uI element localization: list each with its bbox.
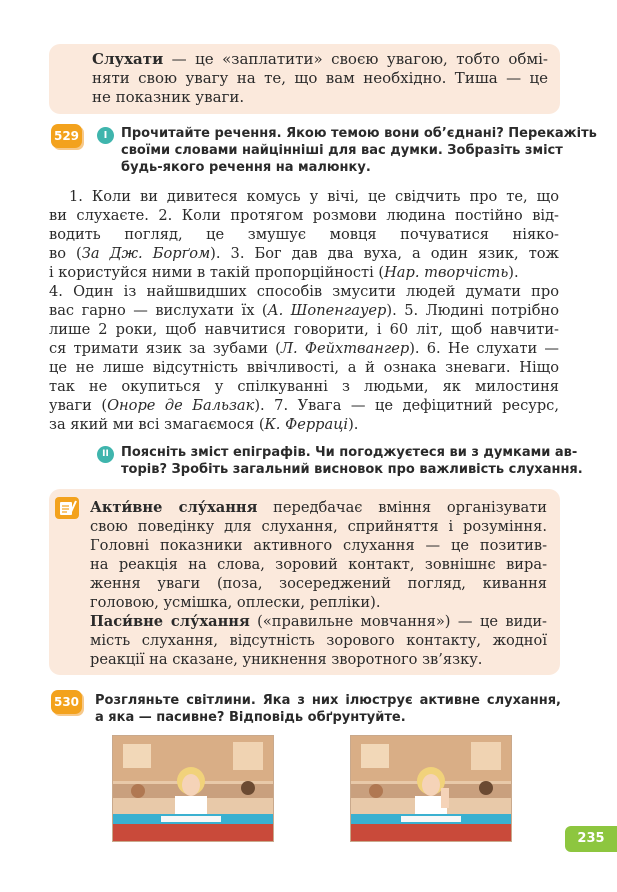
- task-529-badge: 529: [51, 124, 82, 148]
- passive-listening-term: Паси́вне слу́хання: [90, 613, 250, 630]
- intro-text: Слухати — це «заплатити» своєю увагою, тобто обмі- няти свою увагу на те, що вам необхідно. Тиша — це не показник уваги.: [92, 50, 548, 106]
- task-530-instruction: Розгляньте світлини. Яка з них ілюструє активне слухання, а яка — пасивне? Відповідь обґрунтуйте.: [95, 693, 561, 725]
- active-listening-term: Акти́вне слу́хання: [90, 499, 258, 516]
- task-529-part2: Поясніть зміст епіграфів. Чи погоджуєтеся ви з думками ав- торів? Зробіть загальний висновок про важливість слухання.: [121, 445, 583, 477]
- author-schopenhauer: А. Шопенгауер: [267, 302, 387, 319]
- author-borg: За Дж. Борґом: [81, 245, 211, 262]
- task-529-sentences: 1. Коли ви дивитеся комусь у вічі, це свідчить про те, що ви слухаєте. 2. Коли протягом розмови людина постійно від- водить погляд, це змушує мовця почуватися ніяко- во (За Дж. Борґом). 3. Бог дав два вуха, а один язик, тож і користуйся ними в такій пропорційності (Нар. творчість). 4. Один із найшвидших способів змусити людей думати про вас гарно — вислухати їх (А. Шопенгауер). 5. Людині потрібно лише 2 роки, щоб навчитися говорити, і 60 літ, щоб навчити- ся тримати язик за зубами (Л. Фейхтвангер). 6. Не слухати — це не лише відсутність ввічливості, а й ознака зневаги. Ніщо так не окупиться у спілкуванні з людьми, як милостиня уваги (Оноре де Бальзак). 7. Увага — це дефіцитний ресурс, за який ми всі змагаємося (К. Ферраці).: [49, 188, 559, 433]
- part-1-marker: I: [97, 127, 114, 144]
- author-ferrazzi: К. Ферраці: [264, 416, 349, 433]
- intro-term: Слухати: [92, 50, 164, 68]
- author-folk: Нар. творчість: [384, 264, 509, 281]
- author-feuchtwanger: Л. Фейхтвангер: [280, 340, 410, 357]
- classroom-photo-active: [112, 735, 274, 842]
- task-530-badge: 530: [51, 690, 82, 714]
- page-number: 235: [565, 826, 617, 852]
- notebook-pencil-icon: [55, 497, 79, 519]
- part-2-marker: II: [97, 446, 114, 463]
- classroom-photo-passive: [350, 735, 512, 842]
- theory-text: Акти́вне слу́хання передбачає вміння організувати свою поведінку для слухання, сприйняття і розуміння. Головні показники активного слухання — це позитив- на реакція на слова, зоровий контакт, зовнішнє вира- ження уваги (поза, зосереджений погляд, кивання головою, усмішка, оплески, репліки). Паси́вне слу́хання («правильне мовчання») — це види- мість слухання, відсутність зорового контакту, жодної реакції на сказане, уникнення зворотного зв’язку.: [90, 499, 547, 668]
- author-balzac: Оноре де Бальзак: [107, 397, 255, 414]
- task-529-instruction: Прочитайте речення. Якою темою вони об’єднані? Перекажіть своїми словами найцінніші для вас думки. Зобразіть зміст будь-якого речення на малюнку.: [121, 126, 597, 175]
